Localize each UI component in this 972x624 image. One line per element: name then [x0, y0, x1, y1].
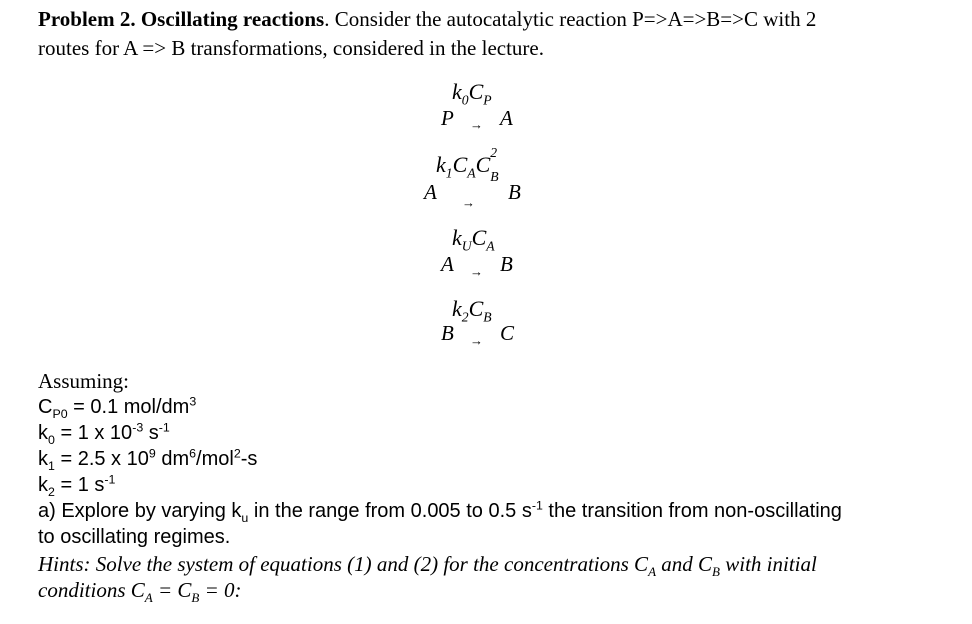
- assumption-k0: [38, 420, 170, 446]
- hints-line2-text-a: conditions C: [38, 578, 145, 602]
- reaction-3-reactant: A: [441, 252, 454, 276]
- part-a-text3: the transition from non-oscillating: [542, 500, 842, 522]
- part-a-text1: a) Explore by varying k: [38, 500, 242, 522]
- rate-k-sub: 0: [461, 92, 469, 108]
- k1-exp: 9: [148, 446, 156, 461]
- k1-value: = 2.5 x 10: [54, 448, 149, 470]
- cp0-symbol: C: [38, 396, 53, 418]
- hints-text-c: with initial: [720, 552, 817, 576]
- hints-line1: [38, 551, 817, 580]
- k1-unit2-sup: 2: [233, 446, 241, 461]
- reaction-2-rate: [436, 144, 501, 184]
- part-a-sup: -1: [531, 498, 543, 513]
- rate-k: k: [436, 152, 446, 177]
- hints-line2-sub-a: A: [144, 590, 153, 606]
- k1-unit3: -s: [240, 448, 258, 470]
- rate-k-sub: 1: [445, 165, 453, 181]
- reaction-1-arrow: →: [470, 117, 483, 132]
- rate-c: C: [471, 225, 487, 250]
- assumption-cp0: [38, 394, 196, 420]
- reaction-1-product: A: [500, 106, 513, 130]
- k2-symbol: k: [38, 474, 48, 496]
- k2-sub: 2: [48, 485, 55, 499]
- k1-symbol: k: [38, 448, 48, 470]
- assumption-k2: [38, 472, 115, 498]
- part-a-sub: u: [241, 511, 249, 525]
- hints-sub-a: A: [648, 564, 657, 580]
- reaction-4-product: C: [500, 321, 515, 345]
- k1-sub: 1: [48, 459, 55, 473]
- reaction-4-reactant: B: [441, 321, 454, 345]
- part-a-text2: in the range from 0.005 to 0.5 s: [248, 500, 532, 522]
- rate-k-sub: U: [461, 238, 472, 254]
- rate-k: k: [452, 79, 462, 104]
- hints-line2-text-c: = 0:: [199, 578, 242, 602]
- reaction-3-rate: [452, 225, 495, 254]
- hints-line2-sub-b: B: [191, 590, 200, 606]
- rate-c: C: [468, 79, 484, 104]
- assumptions-heading: Assuming:: [38, 369, 130, 393]
- assumption-k1: [38, 446, 257, 472]
- problem-title-line2: routes for A => B transformations, considered in the lecture.: [38, 36, 544, 60]
- reaction-2-arrow: →: [462, 195, 475, 210]
- k2-sup: -1: [104, 472, 116, 487]
- rate-c2-sup: 2: [490, 144, 498, 160]
- problem-title-rest: . Consider the autocatalytic reaction P=>A=>B=>C with 2: [324, 7, 817, 31]
- rate-k-sub: 2: [461, 309, 469, 325]
- rate-c-sub: A: [486, 238, 495, 254]
- hints-line2-text-b: = C: [152, 578, 192, 602]
- reaction-3-arrow: →: [470, 264, 483, 279]
- k1-unit2: /mol: [196, 448, 234, 470]
- problem-title-bold: Problem 2. Oscillating reactions: [38, 7, 325, 31]
- cp0-sub: P0: [52, 407, 68, 421]
- k1-unit-sup: 6: [189, 446, 197, 461]
- hints-text-a: Hints: Solve the system of equations (1) and (2) for the concentrations C: [38, 552, 649, 576]
- hints-text-b: and C: [656, 552, 713, 576]
- k0-unit: s: [143, 422, 159, 444]
- cp0-value: = 0.1 mol/dm: [67, 396, 190, 418]
- rate-k: k: [452, 225, 462, 250]
- k0-unit-sup: -1: [158, 420, 170, 435]
- part-a-line1: [38, 498, 842, 524]
- reaction-2-reactant: A: [424, 180, 437, 204]
- reaction-3-product: B: [500, 252, 513, 276]
- part-a-line2: to oscillating regimes.: [38, 526, 231, 548]
- k0-value: = 1 x 10: [54, 422, 133, 444]
- rate-c: C: [452, 152, 468, 177]
- reaction-1-reactant: P: [441, 106, 454, 130]
- rate-c-sub: B: [483, 309, 492, 325]
- rate-c-sub: A: [467, 165, 476, 181]
- cp0-sup: 3: [189, 394, 197, 409]
- rate-c2: C: [475, 152, 491, 177]
- reaction-4-rate: [452, 296, 492, 325]
- hints-sub-b: B: [712, 564, 720, 580]
- rate-c: C: [468, 296, 484, 321]
- k2-value: = 1 s: [54, 474, 105, 496]
- hints-line2: [38, 577, 242, 606]
- rate-c2-sub: B: [490, 168, 499, 184]
- rate-c-sub: P: [483, 92, 492, 108]
- k0-sub: 0: [48, 433, 55, 447]
- rate-c2-scripts: [490, 144, 501, 184]
- reaction-4-arrow: →: [470, 333, 483, 348]
- reaction-1-rate: [452, 79, 492, 108]
- rate-k: k: [452, 296, 462, 321]
- reaction-2-product: B: [508, 180, 521, 204]
- k0-exp: -3: [132, 420, 144, 435]
- problem-title: [38, 6, 816, 32]
- k1-unit: dm: [155, 448, 190, 470]
- k0-symbol: k: [38, 422, 48, 444]
